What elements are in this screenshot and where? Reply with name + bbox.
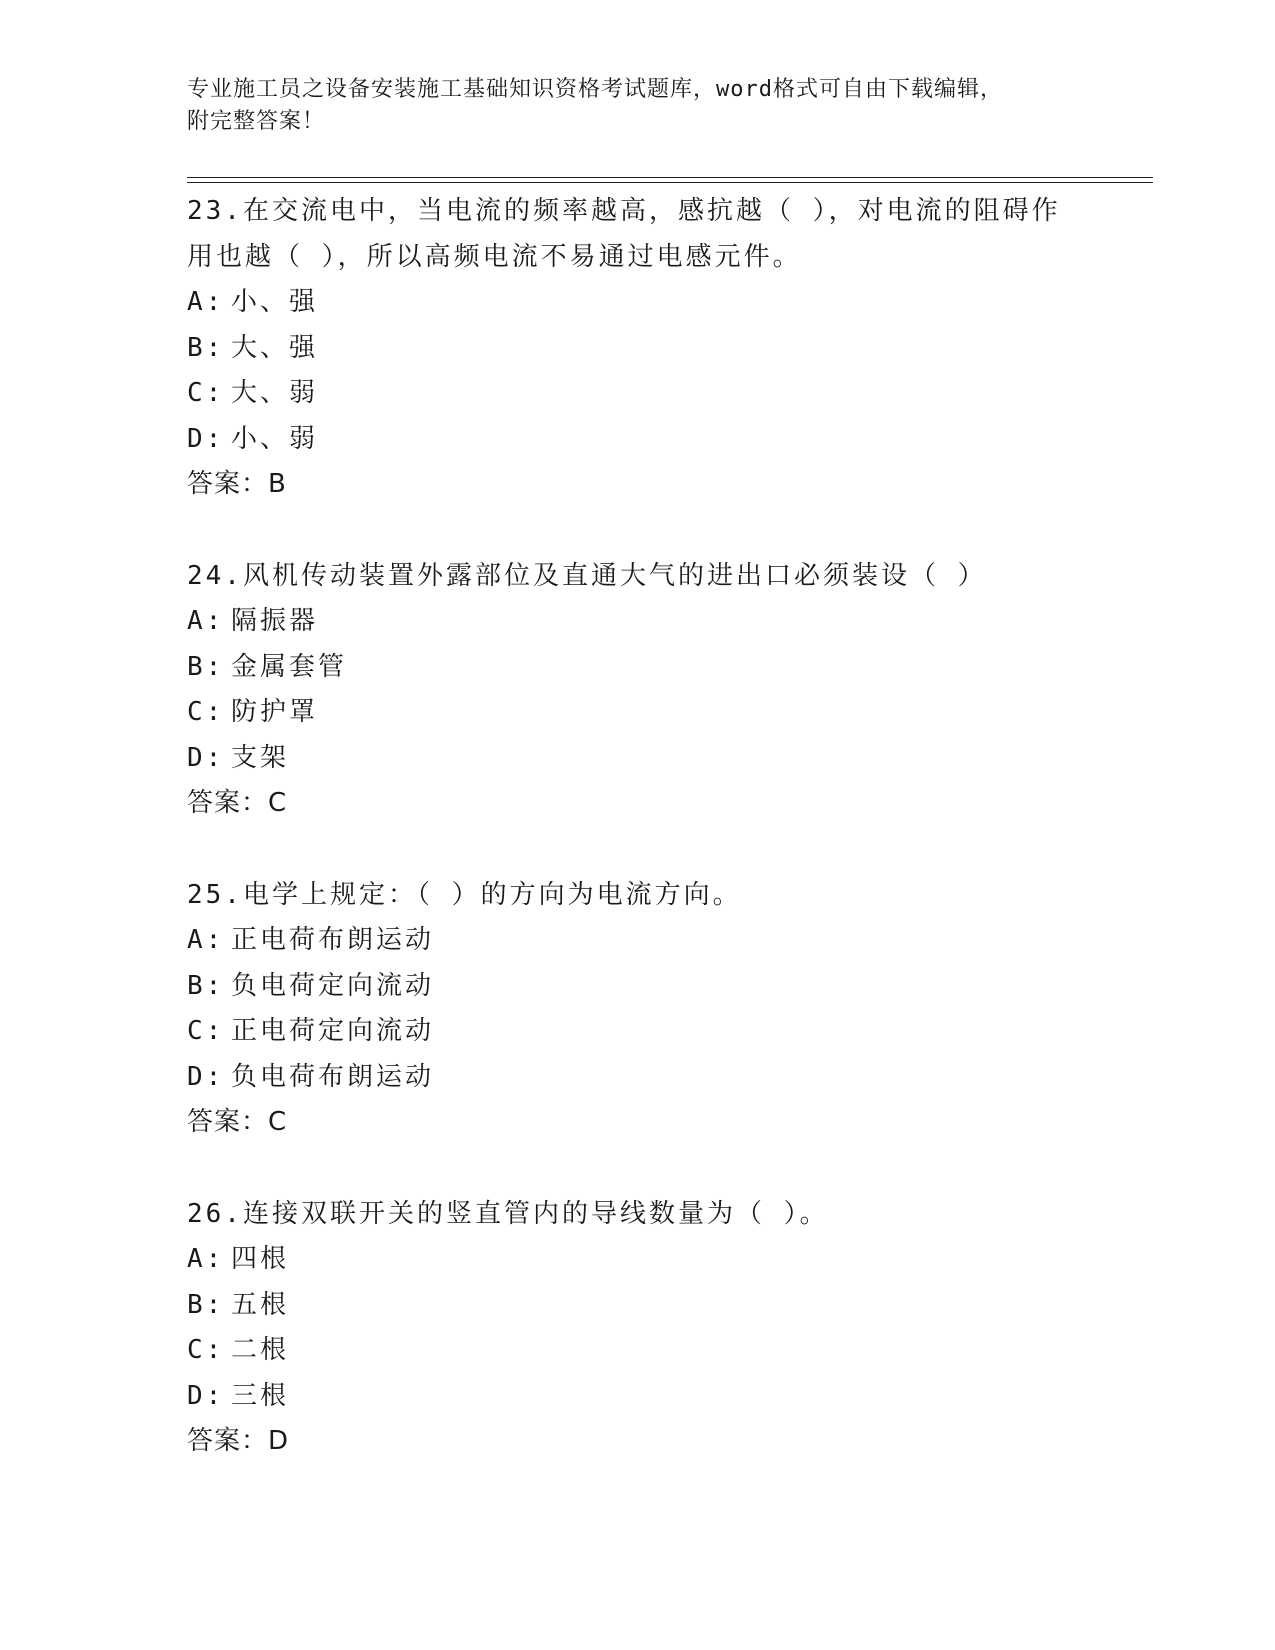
option-text: 四根 <box>231 1244 290 1274</box>
option-letter: C: <box>187 1335 225 1365</box>
option-text: 大、弱 <box>231 378 319 408</box>
option-d <box>187 1055 1067 1101</box>
option-text: 小、弱 <box>231 423 319 454</box>
option-text: 五根 <box>231 1289 290 1320</box>
option-a <box>187 918 1067 964</box>
question-stem-line-1: 25.电学上规定：（ ）的方向为电流方向。 <box>187 880 742 910</box>
option-letter: D: <box>187 423 225 454</box>
option-text: 正电荷定向流动 <box>231 1016 435 1046</box>
option-b <box>187 326 1067 372</box>
option-letter: A: <box>187 925 225 955</box>
option-letter: A: <box>187 1244 225 1274</box>
option-c <box>187 1328 1067 1374</box>
option-letter: D: <box>187 1061 225 1092</box>
option-text: 负电荷布朗运动 <box>231 1061 435 1092</box>
answer-line: 答案：B <box>187 469 287 499</box>
option-text: 二根 <box>231 1335 290 1365</box>
option-letter: A: <box>187 606 225 636</box>
option-b <box>187 964 1067 1010</box>
option-letter: B: <box>187 332 225 363</box>
option-letter: C: <box>187 697 225 727</box>
option-b <box>187 1283 1067 1329</box>
option-d <box>187 736 1067 782</box>
option-d <box>187 1374 1067 1420</box>
question-stem-line-1: 26.连接双联开关的竖直管内的导线数量为（ ）。 <box>187 1199 829 1229</box>
question-23 <box>187 188 1067 507</box>
option-text: 三根 <box>231 1380 290 1411</box>
header-divider-bottom <box>187 182 1153 183</box>
option-text: 小、强 <box>231 287 319 317</box>
option-letter: B: <box>187 1289 225 1320</box>
option-a <box>187 599 1067 645</box>
question-24 <box>187 553 1067 826</box>
option-letter: C: <box>187 378 225 408</box>
question-25 <box>187 872 1067 1145</box>
option-text: 防护罩 <box>231 697 319 727</box>
option-text: 隔振器 <box>231 606 319 636</box>
question-stem-line-1: 24.风机传动装置外露部位及直通大气的进出口必须装设（ ） <box>187 561 987 591</box>
answer-line: 答案：C <box>187 1107 288 1137</box>
answer-line: 答案：D <box>187 1426 290 1456</box>
option-c <box>187 371 1067 417</box>
option-text: 金属套管 <box>231 651 348 682</box>
option-text: 大、强 <box>231 332 319 363</box>
option-text: 负电荷定向流动 <box>231 970 435 1001</box>
header-line-2: 附完整答案！ <box>187 109 326 134</box>
question-stem-line-1: 23.在交流电中，当电流的频率越高，感抗越（ ），对电流的阻碍作 <box>187 196 1061 226</box>
header-divider-top <box>187 177 1153 178</box>
option-text: 支架 <box>231 742 290 773</box>
option-letter: B: <box>187 651 225 682</box>
answer-line: 答案：C <box>187 788 288 818</box>
option-a <box>187 280 1067 326</box>
question-26 <box>187 1191 1067 1464</box>
option-c <box>187 690 1067 736</box>
option-d <box>187 417 1067 463</box>
question-stem-line-2: 用也越（ ），所以高频电流不易通过电感元件。 <box>187 242 802 272</box>
option-letter: B: <box>187 970 225 1001</box>
document-header <box>187 74 1067 138</box>
option-letter: A: <box>187 287 225 317</box>
option-a <box>187 1237 1067 1283</box>
option-text: 正电荷布朗运动 <box>231 925 435 955</box>
option-letter: D: <box>187 1380 225 1411</box>
option-letter: D: <box>187 742 225 773</box>
option-b <box>187 645 1067 691</box>
header-line-1: 专业施工员之设备安装施工基础知识资格考试题库，word格式可自由下载编辑， <box>187 77 1003 102</box>
option-c <box>187 1009 1067 1055</box>
option-letter: C: <box>187 1016 225 1046</box>
